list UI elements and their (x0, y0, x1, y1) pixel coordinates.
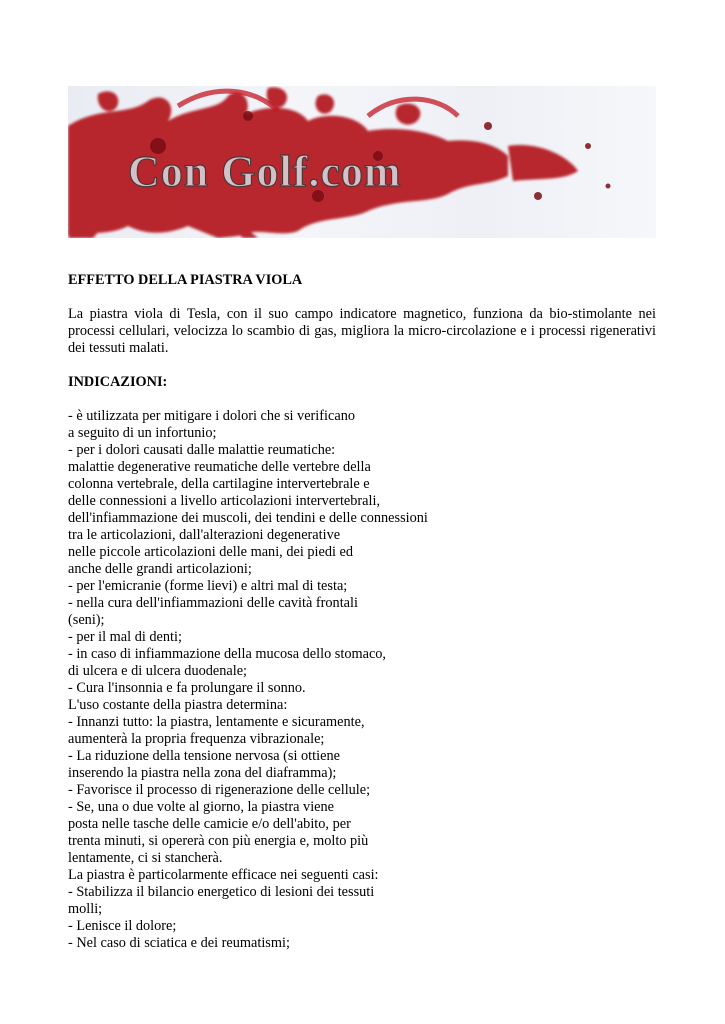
list-line: a seguito di un infortunio; (68, 425, 217, 441)
list-line: trenta minuti, si opererà con più energia e, molto più (68, 833, 369, 849)
list-line: inserendo la piastra nella zona del diaframma); (68, 765, 337, 781)
header-banner (68, 86, 656, 238)
list-line: (seni); (68, 612, 105, 628)
list-line: - La riduzione della tensione nervosa (si ottiene (68, 748, 340, 764)
list-line: di ulcera e di ulcera duodenale; (68, 663, 248, 679)
list-line: - per il mal di denti; (68, 629, 182, 645)
list-line: posta nelle tasche delle camicie e/o dell'abito, per (68, 816, 351, 832)
list-line: - è utilizzata per mitigare i dolori che si verificano (68, 408, 356, 424)
paint-splash-image (68, 86, 656, 238)
list-line: tra le articolazioni, dall'alterazioni degenerative (68, 527, 341, 543)
intro-paragraph: La piastra viola di Tesla, con il suo campo indicatore magnetico, funziona da bio-stimolante nei processi cellulari, velocizza lo scambio di gas, migliora la micro-circolazione e i processi rigenerativi dei tessuti malati. (68, 306, 656, 356)
list-line: anche delle grandi articolazioni; (68, 561, 252, 577)
list-line: La piastra è particolarmente efficace nei seguenti casi: (68, 867, 379, 883)
list-line: malattie degenerative reumatiche delle vertebre della (68, 459, 371, 475)
list-line: aumenterà la propria frequenza vibrazionale; (68, 731, 325, 747)
list-line: - Favorisce il processo di rigenerazione delle cellule; (68, 782, 371, 798)
list-line: - per i dolori causati dalle malattie reumatiche: (68, 442, 336, 458)
list-line: - Nel caso di sciatica e dei reumatismi; (68, 935, 290, 951)
banner-logo-text: Con Golf.com (128, 147, 402, 196)
list-line: lentamente, ci si stancherà. (68, 850, 223, 866)
list-line: - Stabilizza il bilancio energetico di lesioni dei tessuti (68, 884, 375, 900)
list-line: - per l'emicranie (forme lievi) e altri mal di testa; (68, 578, 348, 594)
list-line: - Se, una o due volte al giorno, la piastra viene (68, 799, 335, 815)
list-line: - Innanzi tutto: la piastra, lentamente e sicuramente, (68, 714, 365, 730)
list-line: - Lenisce il dolore; (68, 918, 177, 934)
document-title: EFFETTO DELLA PIASTRA VIOLA (68, 272, 303, 288)
list-line: delle connessioni a livello articolazioni intervertebrali, (68, 493, 381, 509)
list-line: molli; (68, 901, 103, 917)
list-line: dell'infiammazione dei muscoli, dei tendini e delle connessioni (68, 510, 428, 526)
list-line: colonna vertebrale, della cartilagine intervertebrale e (68, 476, 370, 492)
indications-list (68, 408, 656, 952)
indications-heading: INDICAZIONI: (68, 374, 168, 390)
list-line: - in caso di infiammazione della mucosa dello stomaco, (68, 646, 387, 662)
list-line: - nella cura dell'infiammazioni delle cavità frontali (68, 595, 358, 611)
list-line: L'uso costante della piastra determina: (68, 697, 288, 713)
list-line: nelle piccole articolazioni delle mani, dei piedi ed (68, 544, 354, 560)
list-line: - Cura l'insonnia e fa prolungare il sonno. (68, 680, 306, 696)
document-body (68, 272, 656, 952)
